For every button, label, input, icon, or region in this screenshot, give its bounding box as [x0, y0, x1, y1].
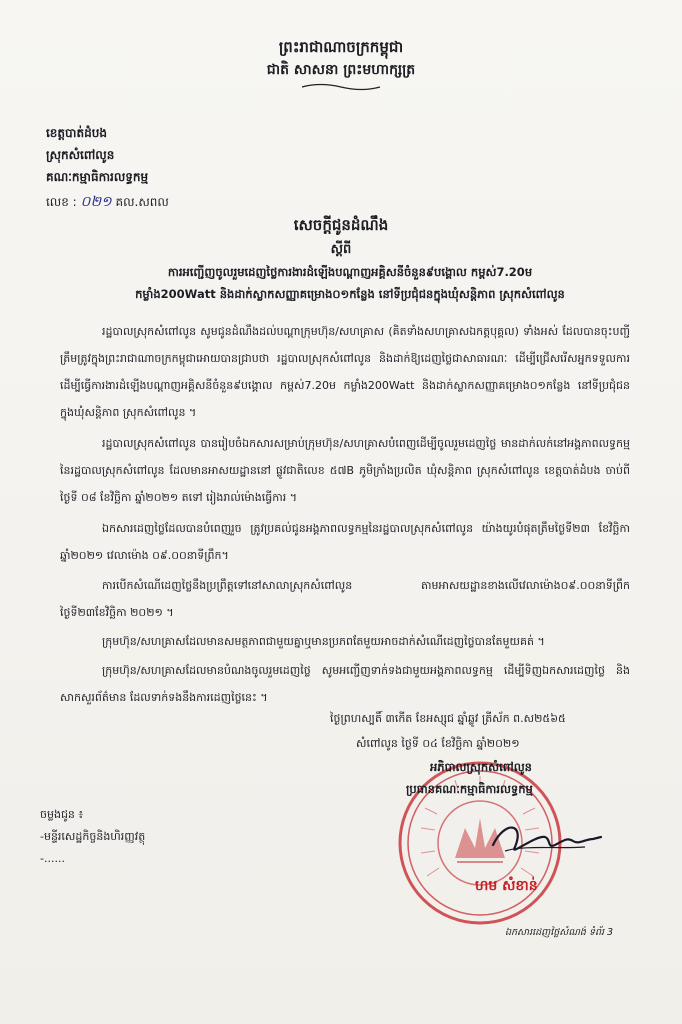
paragraph-4 — [60, 572, 630, 626]
paragraph-1 — [60, 318, 630, 426]
reference-number: ០២១ — [80, 194, 112, 210]
subject-line-1: ការអញ្ជើញចូលរួមដេញថ្លៃការងារដំឡើងបណ្តាញអគ្គិសនីចំនួន៩បង្គោល កម្ពស់7.20ម — [167, 265, 533, 279]
sender-committee: គណៈកម្មាធិការលទ្ធកម្ម — [46, 170, 149, 184]
reference-label: លេខ : — [46, 195, 77, 209]
paragraph-5 — [60, 628, 630, 655]
paragraph-4-text: ការបើកសំណើដេញថ្លៃនឹងប្រព្រឹត្តទៅនៅសាលាស្រុកសំពៅលូន តាមអាសយដ្ឋានខាងលើវេលាម៉ោង០៩.០០នាទីព្រឹក ថ្ងៃទី២៣ខែវិច្ឆិកា ២០២១ ។ — [60, 579, 630, 619]
signatory-name: ហម សំខាន់ — [475, 878, 538, 894]
solar-date: សំពៅលូន ថ្ងៃទី ០៤ ខែវិច្ឆិកា ឆ្នាំ២០២១ — [356, 737, 520, 750]
national-motto: ជាតិ សាសនា ព្រះមហាក្សត្រ — [266, 62, 416, 78]
sender-province: ខេត្តបាត់ដំបង — [46, 126, 107, 140]
signatory-title-chairman: ប្រធានគណៈកម្មាធិការលទ្ធកម្ម — [406, 782, 533, 796]
handwritten-signature — [485, 815, 605, 860]
paragraph-1-text: រដ្ឋបាលស្រុកសំពៅលូន សូមជូនដំណឹងដល់បណ្តាក្រុមហ៊ុន/សហគ្រាស (គិតទាំងសហគ្រាសឯកត្តបុគ្គល) ទាំងអស់ ដែលបានចុះបញ្ជីត្រឹមត្រូវក្នុងព្រះរាជាណាចក្រកម្ពុជាអោយបានជ្រាបថា រដ្ឋបាលស្រុកសំពៅលូន និងដាក់ឱ្យដេញថ្លៃជាសាធារណៈ ដើម្បីជ្រើសរើសអ្នកទទួលការដើម្បីធ្វើការងារដំឡើងបណ្តាញអគ្គិសនីចំនួន៩បង្គោល កម្ពស់7.20ម កម្លាំង200Watt និងដាក់ស្លាកសញ្ញាគម្រោង០១កន្លែង នៅទីប្រជុំជនក្នុងឃុំសន្តិភាព ស្រុកសំពៅលូន ។ — [60, 325, 630, 419]
reference-suffix: គល.សពល — [115, 195, 169, 209]
paragraph-3-text: ឯកសារដេញថ្លៃដែលបានបំពេញរួច ត្រូវប្រគល់ជូនអង្គភាពលទ្ធកម្មនៃរដ្ឋបាលស្រុកសំពៅលូន យ៉ាងយូរបំផុតត្រឹមថ្ងៃទី២៣ ខែវិច្ឆិកា ឆ្នាំ២០២១ វេលាម៉ោង ០៩.០០នាទីព្រឹក។ — [60, 522, 630, 562]
paragraph-6 — [60, 657, 630, 711]
paragraph-2-text: រដ្ឋបាលស្រុកសំពៅលូន បានរៀបចំឯកសារសម្រាប់ក្រុមហ៊ុន/សហគ្រាសបំពេញដើម្បីចូលរួមដេញថ្លៃ មានដាក់លក់នៅអង្គភាពលទ្ធកម្មនៃរដ្ឋបាលស្រុកសំពៅលូន ដែលមានអាសយដ្ឋាននៅ ផ្លូវជាតិលេខ ៥៧B ភូមិក្រាំងប្រលិត ឃុំសន្តិភាព ស្រុកសំពៅលូន ខេត្តបាត់ដំបង ចាប់ពីថ្ងៃទី ០៨ ខែវិច្ឆិកា ឆ្នាំ២០២១ តទៅ រៀងរាល់ម៉ោងធ្វើការ ។ — [60, 437, 630, 504]
lunar-date: ថ្ងៃព្រហស្បតិ៍ ៣កើត ខែអស្សុជ ឆ្នាំឆ្លូវ ត្រីស័ក ព.ស២៥៦៥ — [330, 712, 566, 725]
footer-note: ឯកសារដេញថ្លៃសំណង់ ទំព័រ 3 — [505, 927, 614, 938]
document-about: ស្តីពី — [330, 242, 352, 257]
cc-item-finance: -មន្ទីរសេដ្ឋកិច្ចនិងហិរញ្ញវត្ថុ — [40, 830, 146, 843]
subject-line-2: កម្លាំង200Watt និងដាក់ស្លាកសញ្ញាគម្រោង០១កន្លែង នៅទីប្រជុំជនក្នុងឃុំសន្តិភាព ស្រុកសំពៅលូន — [135, 287, 565, 301]
signatory-title-governor: អភិបាលស្រុកសំពៅលូន — [430, 760, 532, 774]
cc-label: ចម្លងជូន ៖ — [40, 808, 84, 821]
motto-ornament — [300, 82, 382, 92]
paragraph-5-text: ក្រុមហ៊ុន/សហគ្រាសដែលមានសមត្ថភាពជាមួយគ្នាឬមានប្រភពតែមួយអាចដាក់សំណើដេញថ្លៃបានតែមួយគត់ ។ — [102, 635, 545, 648]
cc-item-other: -...... — [40, 852, 65, 865]
sender-district: ស្រុកសំពៅលូន — [46, 148, 115, 162]
document-subject — [70, 261, 630, 305]
paragraph-3 — [60, 515, 630, 569]
paragraph-6-text: ក្រុមហ៊ុន/សហគ្រាសដែលមានបំណងចូលរួមដេញថ្លៃ សូមអញ្ជើញទាក់ទងជាមួយអង្គភាពលទ្ធកម្ម ដើម្បីទិញឯកសារដេញថ្លៃ និងសាកសួរព័ត៌មាន ដែលទាក់ទងនឹងការដេញថ្លៃនេះ ។ — [60, 664, 630, 704]
reference-line — [46, 192, 169, 213]
kingdom-heading: ព្រះរាជាណាចក្រកម្ពុជា — [278, 38, 404, 56]
document-title: សេចក្តីជូនដំណឹង — [293, 216, 389, 234]
paragraph-2 — [60, 430, 630, 511]
